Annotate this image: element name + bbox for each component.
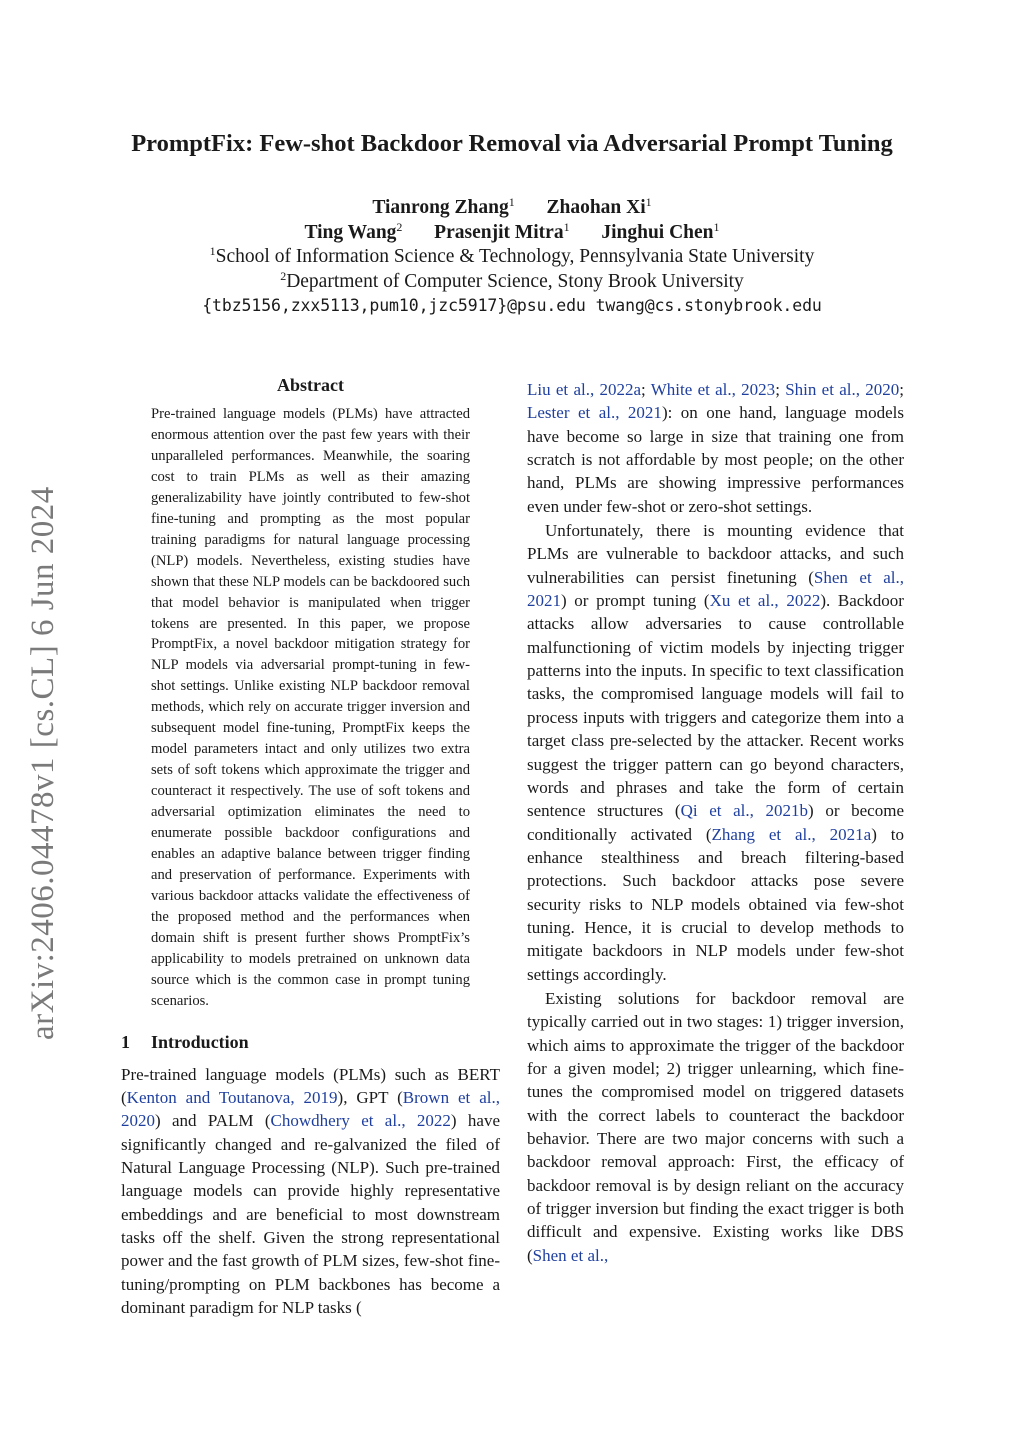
citation-link[interactable]: Kenton and Toutanova, 2019 bbox=[126, 1087, 338, 1107]
text-run: ), GPT ( bbox=[337, 1087, 403, 1107]
author-name: Jinghui Chen bbox=[601, 221, 714, 243]
text-run: ; bbox=[641, 380, 651, 399]
text-run: Existing solutions for backdoor removal are typically carried out in two stages: 1) trigger inversion, which aims to approximate the trigger of the backdoor for a given model; 2) trigger unlearning, which fine-tunes the compromised model on triggered datasets with the correct labels to counteract the backdoor behavior. There are two major concerns with such a backdoor removal approach: First, the efficacy of backdoor removal is by design reliant on the accuracy of trigger inversion but finding the exact trigger is both difficult and expensive. Existing works like DBS ( bbox=[527, 988, 904, 1265]
citation-link[interactable]: Qi et al., 2021b bbox=[680, 801, 809, 821]
affiliation-marker: 1 bbox=[645, 195, 652, 209]
affiliation-marker: 2 bbox=[280, 268, 287, 283]
affiliation-marker: 2 bbox=[396, 219, 403, 234]
citation-link[interactable]: White et al., 2023 bbox=[650, 380, 776, 399]
section-title: Introduction bbox=[151, 1031, 249, 1052]
citation-link[interactable]: Shin et al., 2020 bbox=[785, 380, 900, 399]
paper-title: PromptFix: Few-shot Backdoor Removal via Adversarial Prompt Tuning bbox=[131, 130, 893, 157]
affiliation-2 bbox=[0, 270, 1024, 295]
text-run: ) and PALM ( bbox=[155, 1111, 271, 1131]
intro-paragraph-2 bbox=[527, 519, 904, 986]
citation-link[interactable]: Chowdhery et al., 2022 bbox=[270, 1111, 451, 1131]
arxiv-identifier: arXiv:2406.04478v1 [cs.CL] 6 Jun 2024 bbox=[25, 486, 61, 1040]
abstract-text: Pre-trained language models (PLMs) have attracted enormous attention over the past few years with their unparalleled performances. Meanwhile, the soaring cost to train PLMs as well as their amazing generalizability have jointly contributed to few-shot fine-tuning and prompting as the most popular training paradigms for natural language processing (NLP) models. Nevertheless, existing studies have shown that these NLP models can be backdoored such that model behavior is manipulated when trigger tokens are presented. In this paper, we propose PromptFix, a novel backdoor mitigation strategy for NLP models via adversarial prompt-tuning in few-shot settings. Unlike existing NLP backdoor removal methods, which rely on accurate trigger inversion and subsequent model fine-tuning, PromptFix keeps the model parameters intact and only utilizes two extra sets of soft tokens which approximate the trigger and counteract it respectively. The use of soft tokens and adversarial optimization eliminates the need to enumerate possible backdoor configurations and enables an adaptive balance between trigger finding and preservation of performance. Experiments with various backdoor attacks validate the effectiveness of the proposed method and the performances when domain shift is present further shows PromptFix’s applicability to models pretrained on unknown data source which is the common case in prompt tuning scenarios. bbox=[151, 406, 470, 1009]
citation-link[interactable]: Liu et al., 2022a bbox=[527, 380, 642, 399]
intro-paragraph-1 bbox=[121, 1063, 500, 1320]
affiliation-text: Department of Computer Science, Stony Brook University bbox=[286, 270, 744, 292]
author-row-1 bbox=[0, 196, 1024, 221]
author-name: Zhaohan Xi bbox=[546, 197, 646, 218]
text-run: ): on one hand, language models have become so large in size that training one from scratch is not affordable by most people; on the other hand, PLMs are showing impressive performances even under few-shot or zero-shot settings. bbox=[527, 403, 904, 516]
section-heading-introduction bbox=[121, 1032, 500, 1053]
author-name: Tianrong Zhang bbox=[372, 197, 509, 218]
text-run: Unfortunately, there is mounting evidence that PLMs are vulnerable to backdoor attacks, and such vulnerabilities can persist finetuning ( bbox=[527, 521, 904, 587]
text-run: ; bbox=[775, 380, 786, 399]
author-block bbox=[0, 196, 1024, 319]
text-run: ; bbox=[899, 380, 905, 399]
affiliation-1 bbox=[0, 245, 1024, 270]
intro-paragraph-1-continued bbox=[527, 378, 904, 518]
author-name: Prasenjit Mitra bbox=[434, 221, 564, 243]
citation-link[interactable]: Shen et al., 2021 bbox=[527, 567, 904, 611]
citation-link[interactable]: Shen et al., bbox=[532, 1245, 609, 1265]
text-run: Pre-trained language models (PLMs) such as BERT ( bbox=[121, 1064, 500, 1107]
affiliation-marker: 1 bbox=[563, 219, 570, 234]
text-run: ) have significantly changed and re-galvanized the filed of Natural Language Processing (NLP). Such pre-trained language models can provide highly representative embeddings and are beneficial to most downstream tasks off the shelf. Given the strong representational power and the fast growth of PLM sizes, few-shot fine-tuning/prompting on PLM backbones has become a dominant paradigm for NLP tasks ( bbox=[121, 1111, 500, 1318]
author-name: Ting Wang bbox=[304, 221, 397, 243]
text-run: ) or prompt tuning ( bbox=[561, 591, 710, 611]
left-column bbox=[121, 375, 500, 1319]
text-run: ) to enhance stealthiness and breach filtering-based protections. Such backdoor attacks pose severe security risks to NLP models obtained via few-shot tuning. Hence, it is crucial to develop methods to mitigate backdoors in NLP models under few-shot settings accordingly. bbox=[527, 824, 904, 984]
affiliation-marker: 1 bbox=[713, 219, 720, 234]
affiliation-text: School of Information Science & Technology, Pennsylvania State University bbox=[215, 246, 815, 267]
text-run: ) or become conditionally activated ( bbox=[527, 801, 904, 844]
citation-link[interactable]: Lester et al., 2021 bbox=[527, 403, 662, 423]
citation-link[interactable]: Xu et al., 2022 bbox=[709, 591, 821, 611]
right-column bbox=[527, 378, 904, 1267]
author-row-2 bbox=[0, 221, 1024, 246]
affiliation-marker: 1 bbox=[209, 244, 216, 258]
intro-paragraph-3 bbox=[527, 987, 904, 1267]
citation-link[interactable]: Brown et al., 2020 bbox=[121, 1087, 500, 1131]
abstract-heading: Abstract bbox=[277, 375, 344, 395]
citation-link[interactable]: Zhang et al., 2021a bbox=[711, 824, 872, 844]
text-run: ). Backdoor attacks allow adversaries to cause controllable malfunctioning of victim models by injecting trigger patterns into the inputs. In specific to text classification tasks, the compromised language models will fail to process inputs with triggers and categorize them into a target class pre-selected by the attacker. Recent works suggest the trigger pattern can go beyond characters, words and phrases and take the form of certain sentence structures ( bbox=[527, 591, 904, 821]
author-emails: {tbz5156,zxx5113,pum10,jzc5917}@psu.edu twang@cs.stonybrook.edu bbox=[202, 296, 822, 315]
section-number: 1 bbox=[121, 1031, 130, 1052]
affiliation-marker: 1 bbox=[508, 195, 515, 209]
